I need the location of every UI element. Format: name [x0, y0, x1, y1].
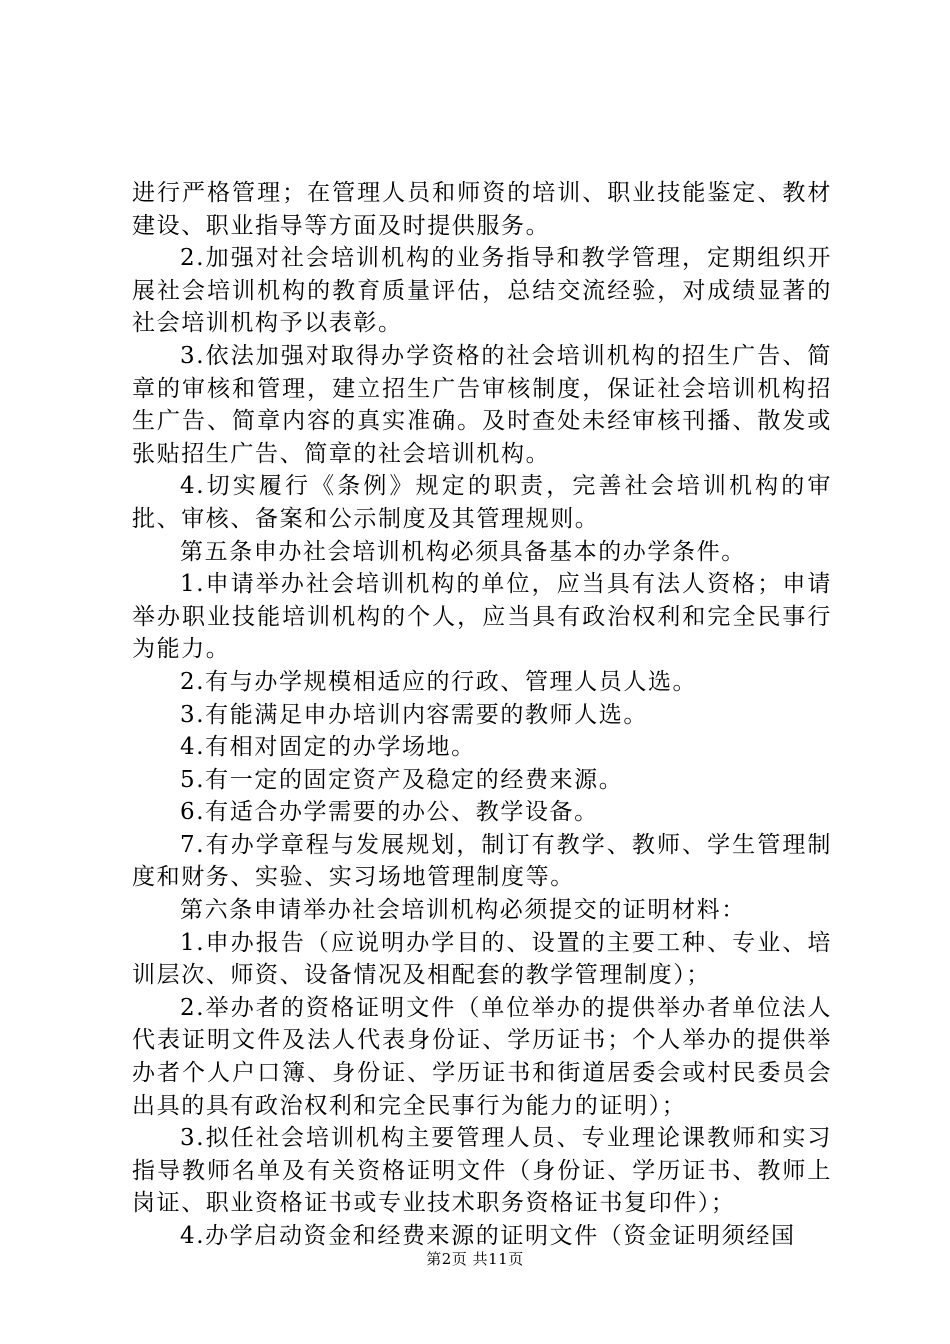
paragraph: 2.有与办学规模相适应的行政、管理人员人选。	[180, 668, 698, 695]
paragraph: 4.有相对固定的办学场地。	[180, 734, 476, 761]
paragraph: 2.加强对社会培训机构的业务指导和教学管理，定期组织开展社会培训机构的教育质量评估，总结交流经验，对成绩显著的社会培训机构予以表彰。	[132, 245, 832, 337]
paragraph: 3.依法加强对取得办学资格的社会培训机构的招生广告、简章的审核和管理，建立招生广告审核制度，保证社会培训机构招生广告、简章内容的真实准确。及时查处未经审核刊播、散发或张贴招生广告、简章的社会培训机构。	[132, 342, 832, 467]
page-number-footer: 第2页 共11页	[426, 1250, 524, 1268]
paragraph: 4.办学启动资金和经费来源的证明文件（资金证明须经国	[180, 1223, 796, 1249]
article-heading: 第五条申办社会培训机构必须具备基本的办学条件。	[180, 538, 746, 565]
paragraph: 4.切实履行《条例》规定的职责，完善社会培训机构的审批、审核、备案和公示制度及其管理规则。	[132, 473, 832, 532]
article-heading: 第六条申请举办社会培训机构必须提交的证明材料：	[180, 897, 746, 924]
paragraph: 2.举办者的资格证明文件（单位举办的提供举办者单位法人代表证明文件及法人代表身份证、学历证书；个人举办的提供举办者个人户口簿、身份证、学历证书和街道居委会或村民委员会出具的具有政治权利和完全民事行为能力的证明）；	[132, 994, 832, 1119]
paragraph: 6.有适合办学需要的办公、教学设备。	[180, 799, 599, 826]
paragraph: 3.拟任社会培训机构主要管理人员、专业理论课教师和实习指导教师名单及有关资格证明文件（身份证、学历证书、教师上岗证、职业资格证书或专业技术职务资格证书复印件）；	[132, 1125, 832, 1217]
paragraph: 3.有能满足申办培训内容需要的教师人选。	[180, 701, 648, 728]
paragraph: 进行严格管理；在管理人员和师资的培训、职业技能鉴定、教材建设、职业指导等方面及时提供服务。	[132, 180, 832, 239]
paragraph: 1.申请举办社会培训机构的单位，应当具有法人资格；申请举办职业技能培训机构的个人，应当具有政治权利和完全民事行为能力。	[132, 571, 832, 663]
document-body	[132, 177, 832, 1253]
paragraph: 5.有一定的固定资产及稳定的经费来源。	[180, 766, 624, 793]
paragraph: 1.申办报告（应说明办学目的、设置的主要工种、专业、培训层次、师资、设备情况及相配套的教学管理制度）；	[132, 929, 832, 989]
paragraph: 7.有办学章程与发展规划，制订有教学、教师、学生管理制度和财务、实验、实习场地管理制度等。	[132, 831, 832, 891]
